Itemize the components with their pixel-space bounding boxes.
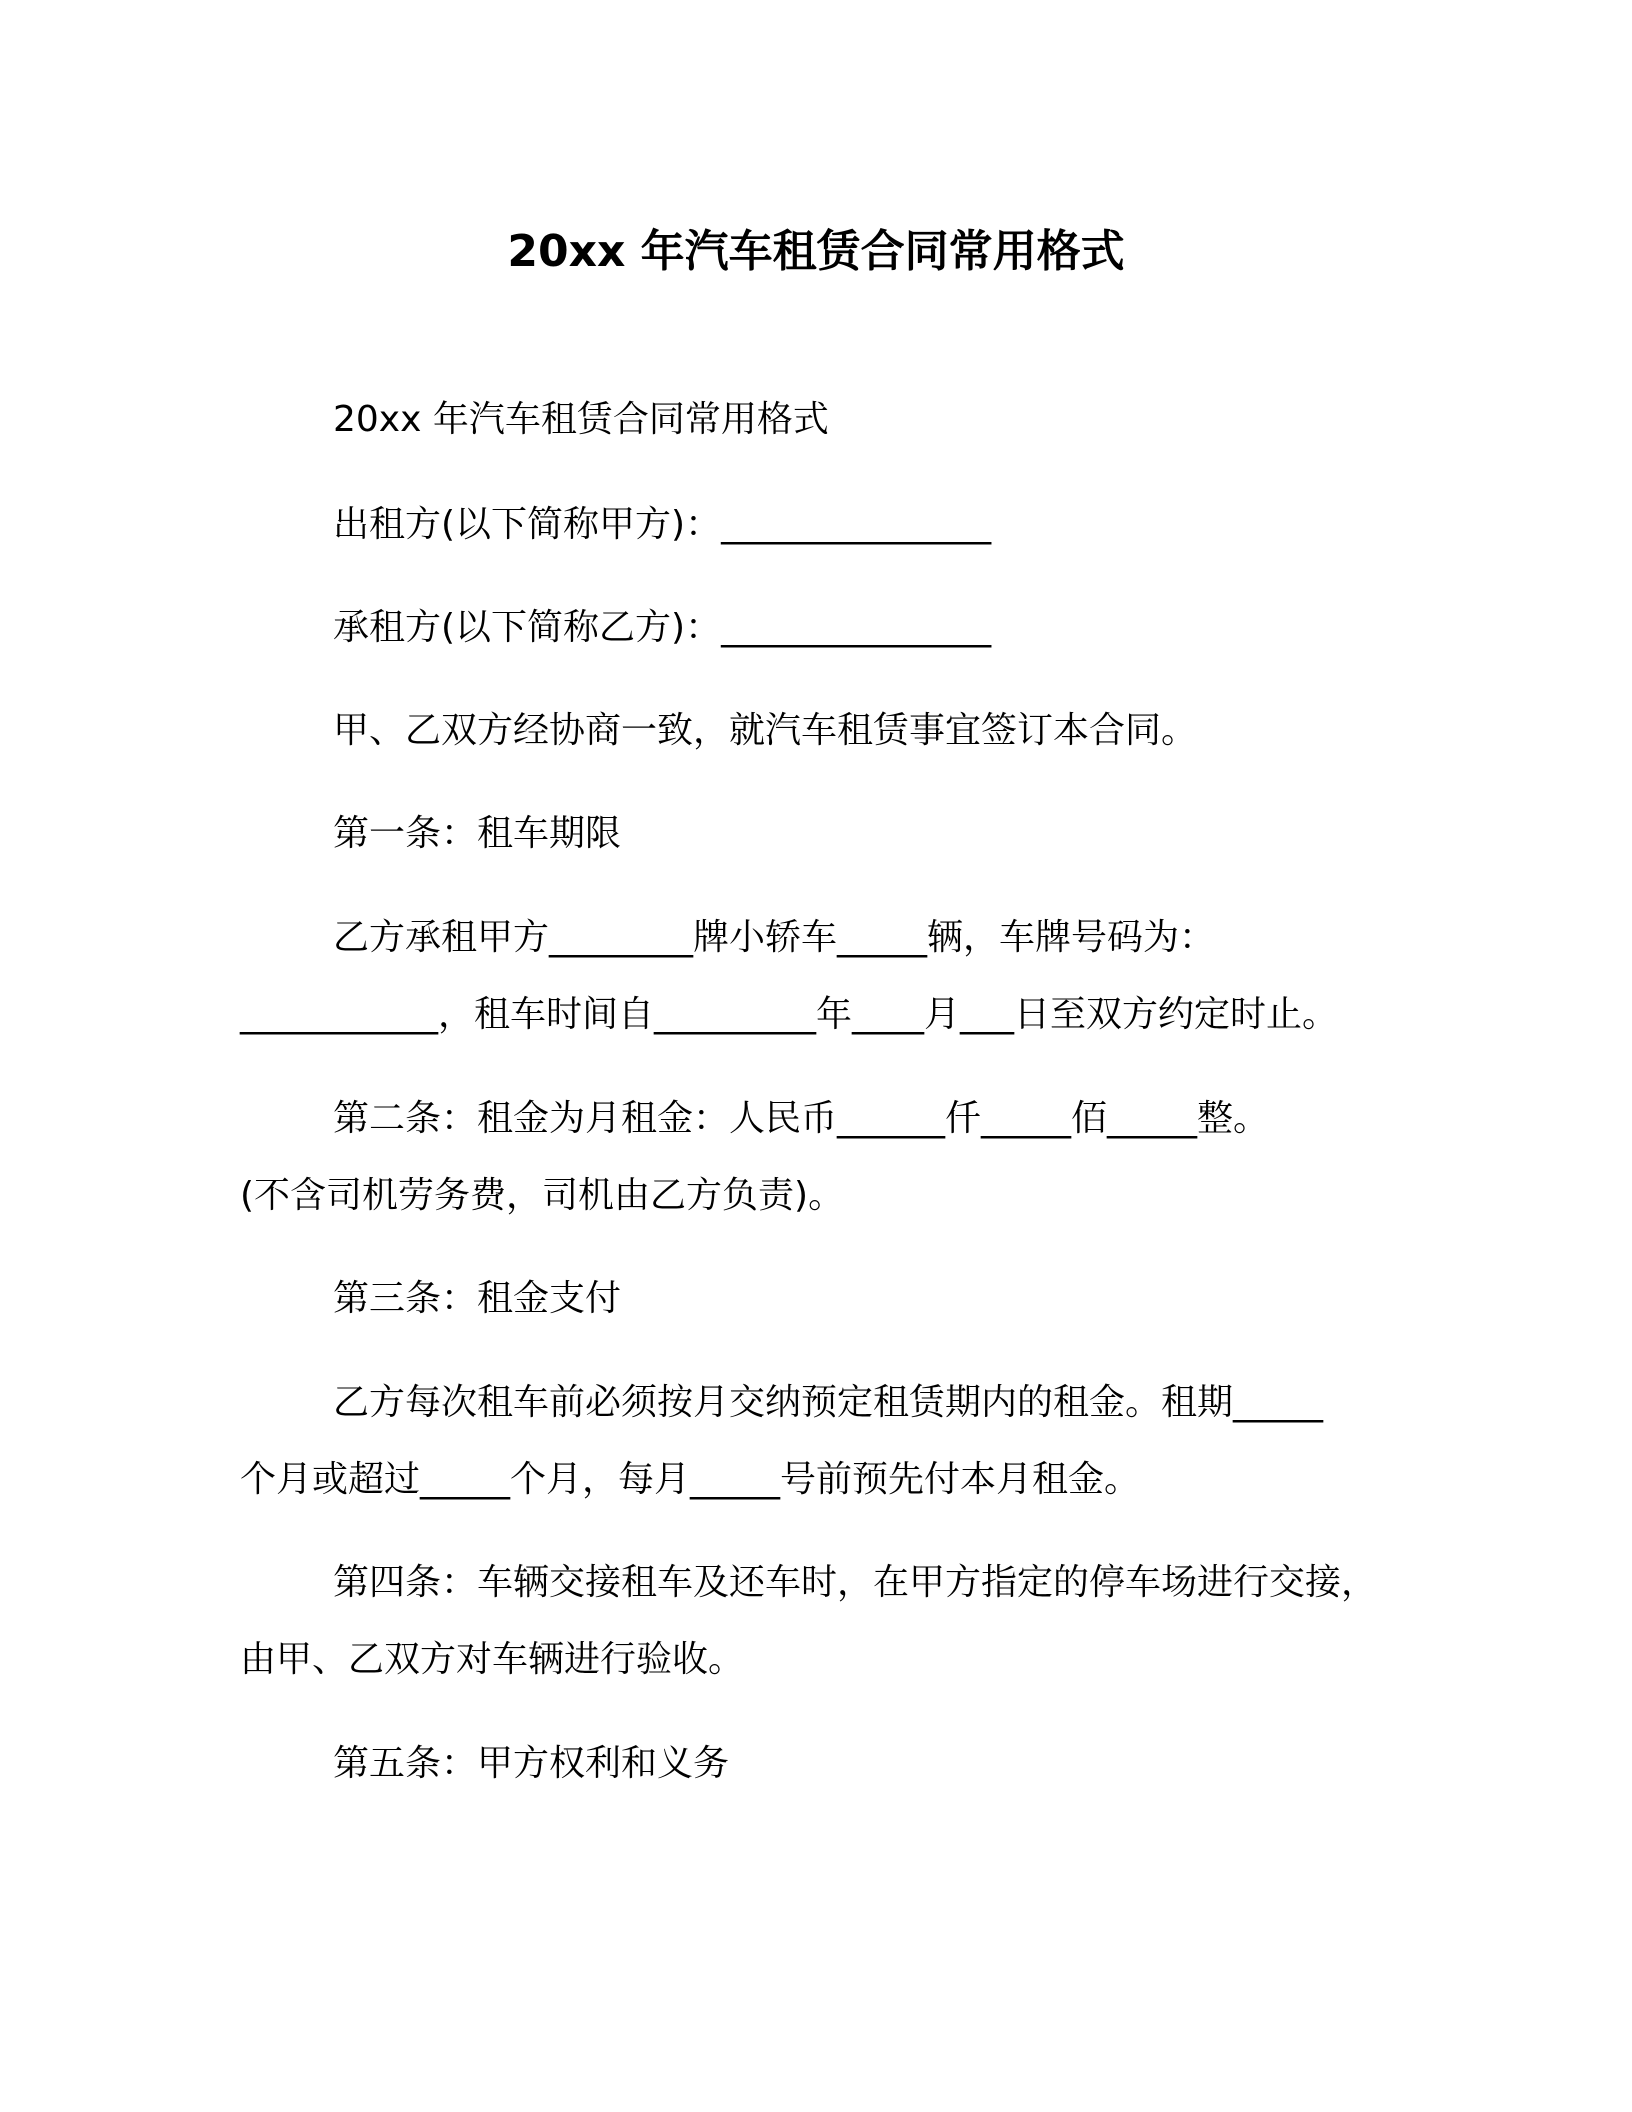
article-5-heading: 第五条：甲方权利和义务 <box>333 1743 730 1784</box>
article-4-line-2: 由甲、乙双方对车辆进行验收。 <box>240 1639 745 1680</box>
article-3-heading: 第三条：租金支付 <box>333 1278 622 1319</box>
lessee-line: 承租方(以下简称乙方)：_______________ <box>333 607 992 648</box>
document-title: 20xx 年汽车租赁合同常用格式 <box>507 226 1125 277</box>
article-1-heading: 第一条：租车期限 <box>333 813 622 854</box>
article-2-line-2: (不含司机劳务费，司机由乙方负责)。 <box>240 1175 845 1216</box>
article-3-text-line-1: 乙方每次租车前必须按月交纳预定租赁期内的租金。租期_____ <box>333 1382 1324 1423</box>
subtitle-line: 20xx 年汽车租赁合同常用格式 <box>333 399 829 440</box>
lessor-line: 出租方(以下简称甲方)：_______________ <box>333 504 992 545</box>
article-1-text-line-1: 乙方承租甲方________牌小轿车_____辆，车牌号码为： <box>333 917 1216 958</box>
article-1-text-line-2: ___________，租车时间自_________年____月___日至双方约定时止。 <box>240 994 1339 1035</box>
article-4-line-1: 第四条：车辆交接租车及还车时，在甲方指定的停车场进行交接， <box>333 1562 1378 1603</box>
article-3-text-line-2: 个月或超过_____个月，每月_____号前预先付本月租金。 <box>240 1459 1141 1500</box>
agreement-intro: 甲、乙双方经协商一致，就汽车租赁事宜签订本合同。 <box>333 710 1198 751</box>
article-2-line-1: 第二条：租金为月租金：人民币______仟_____佰_____整。 <box>333 1098 1270 1139</box>
